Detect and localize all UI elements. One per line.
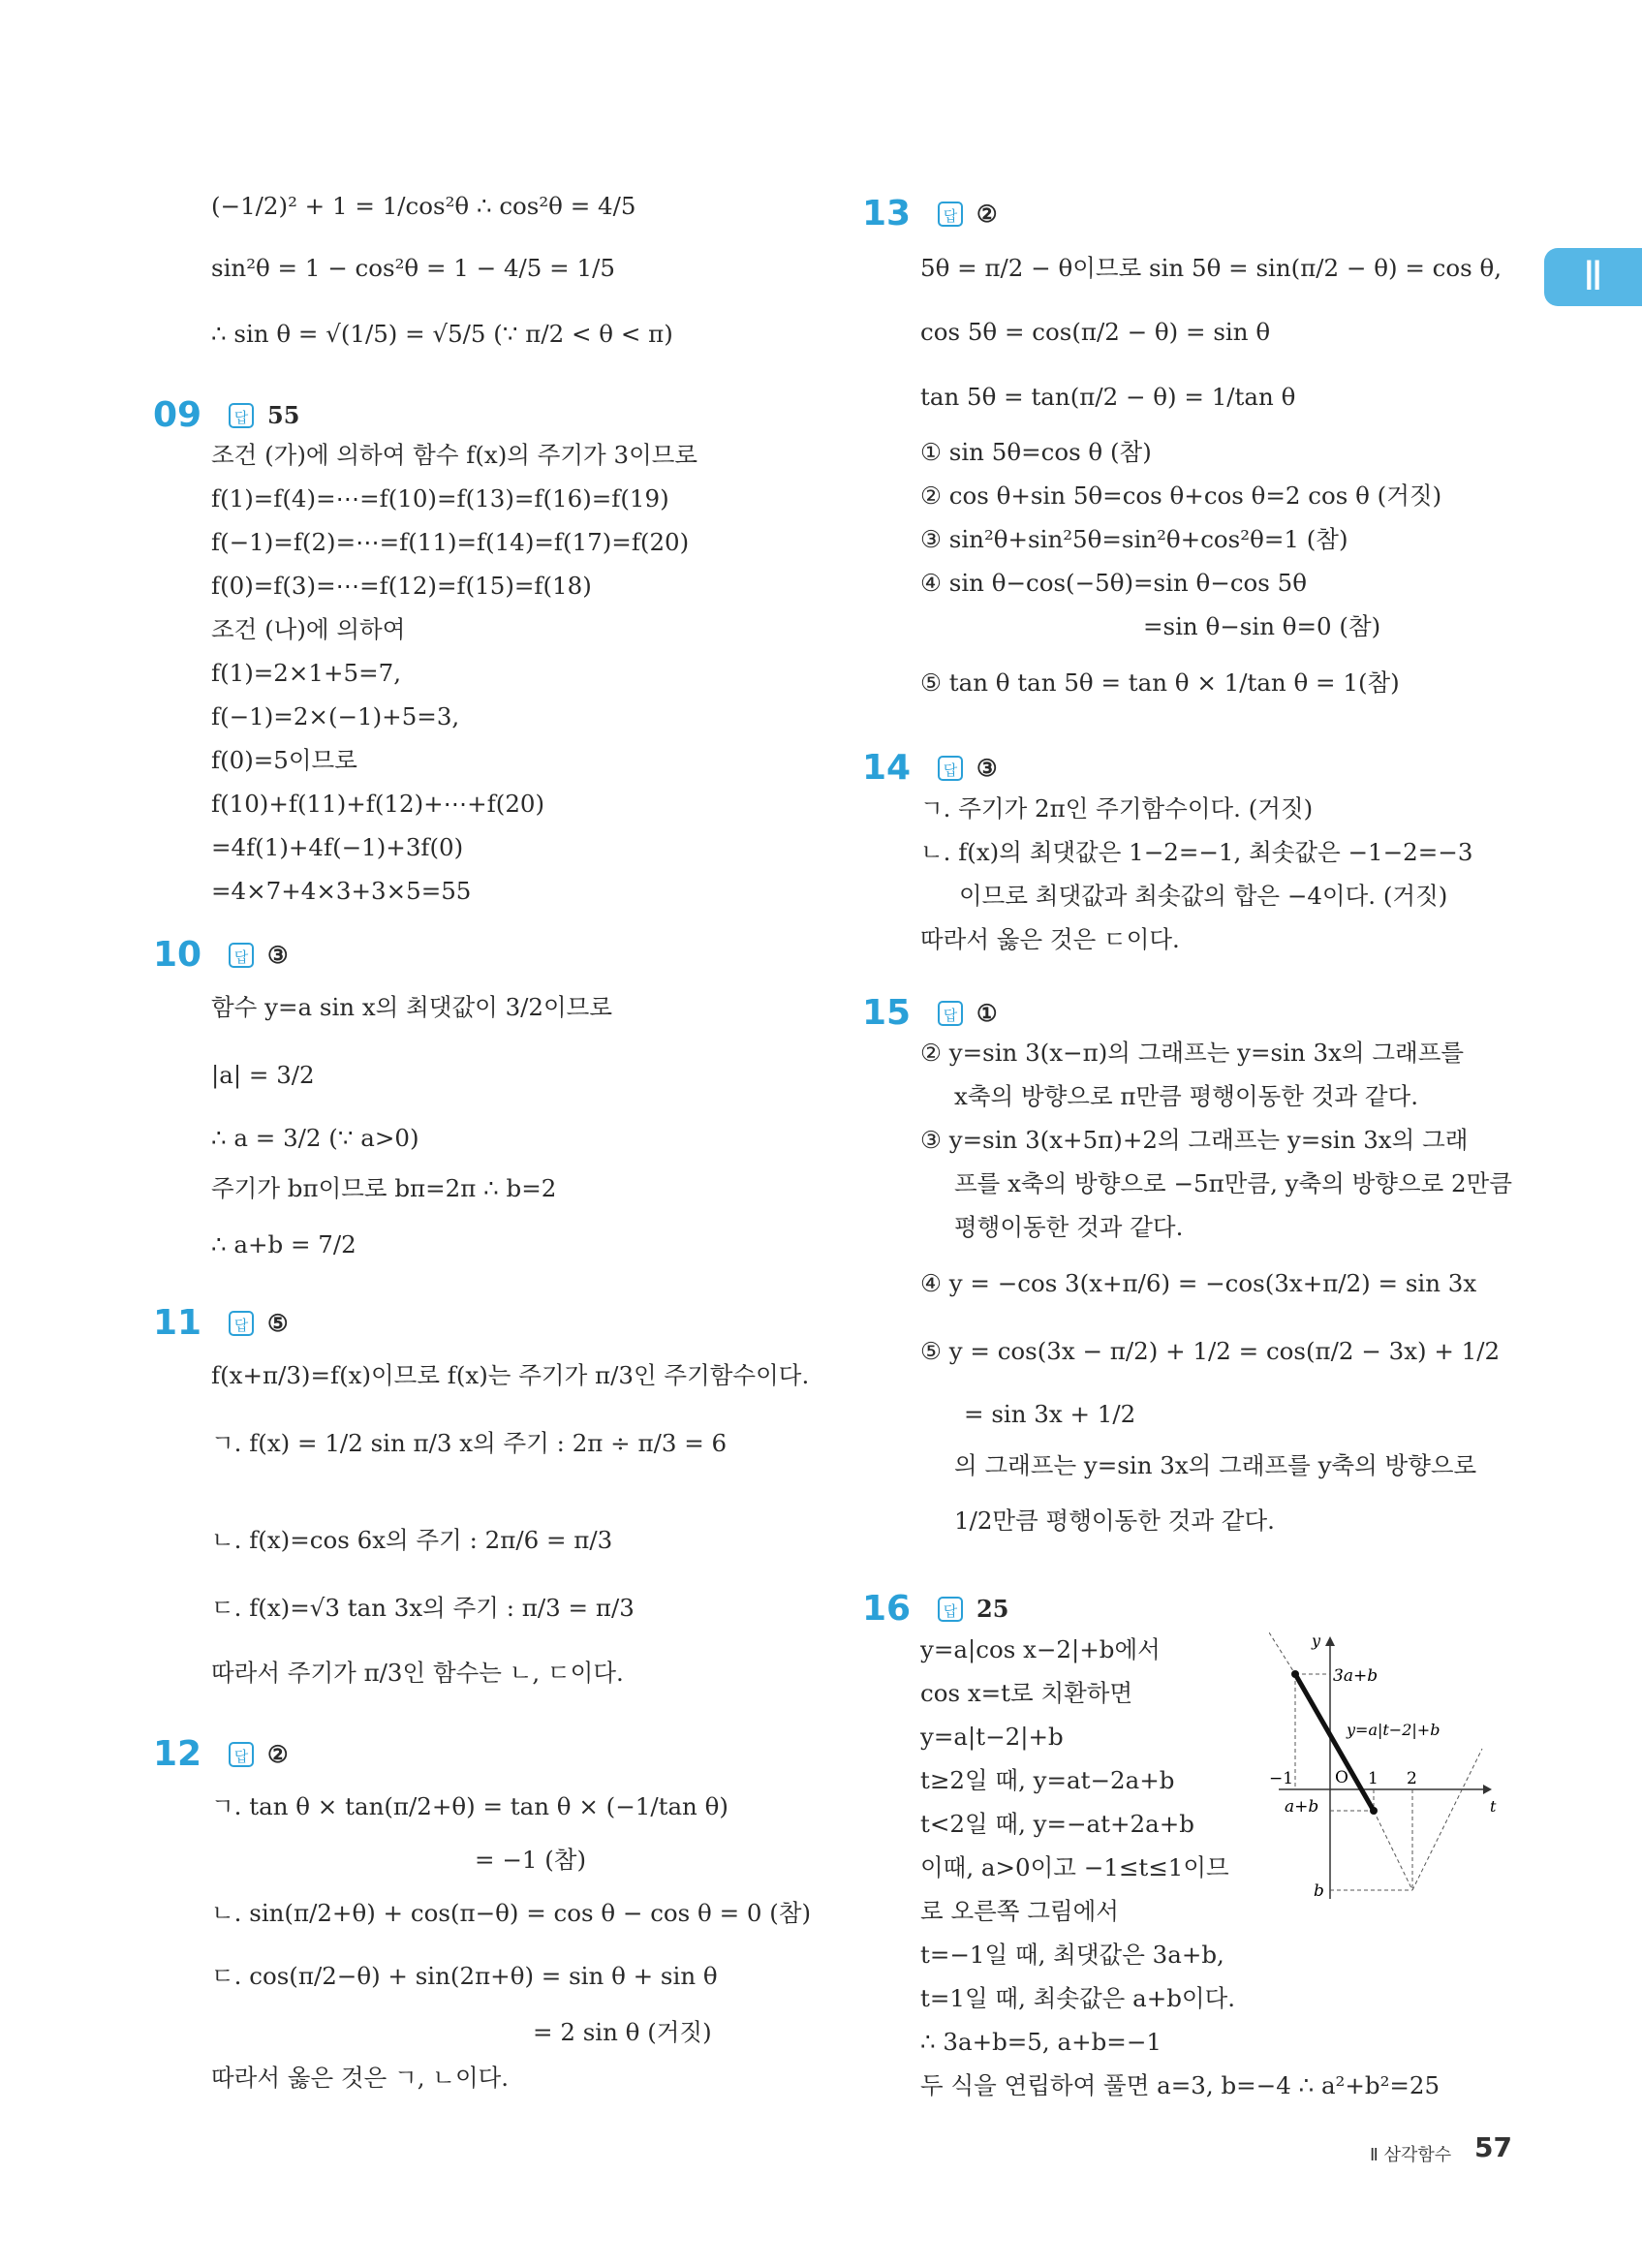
q16-header	[862, 1589, 1008, 1629]
answer-value: ⑤	[267, 1309, 289, 1337]
q16-graph	[1269, 1632, 1502, 1909]
q10-line: ∴ a = 3/2 (∵ a>0)	[211, 1124, 419, 1152]
q14-line: ㄴ. f(x)의 최댓값은 1−2=−1, 최솟값은 −1−2=−3	[920, 838, 1473, 866]
answer-badge: 답	[229, 1311, 254, 1336]
answer-value: ③	[267, 941, 289, 969]
q15-line: ③ y=sin 3(x+5π)+2의 그래프는 y=sin 3x의 그래	[920, 1126, 1469, 1154]
t-label: t	[1490, 1797, 1497, 1816]
q16-line: t=−1일 때, 최댓값은 3a+b,	[920, 1941, 1224, 1969]
q12-line: ㄷ. cos(π/2−θ) + sin(2π+θ) = sin θ + sin θ	[211, 1962, 718, 1990]
graph-domain-segment	[1295, 1674, 1374, 1811]
q08-line-3: ∴ sin θ = √(1/5) = √5/5 (∵ π/2 < θ < π)	[211, 320, 673, 348]
question-number: 13	[862, 194, 912, 233]
q11-line: f(x+π/3)=f(x)이므로 f(x)는 주기가 π/3인 주기함수이다.	[211, 1361, 810, 1389]
graph-left-ext	[1269, 1632, 1295, 1674]
q11-line: ㄷ. f(x)=√3 tan 3x의 주기 : π/3 = π/3	[211, 1594, 635, 1622]
q13-header	[862, 194, 998, 233]
q16-line: cos x=t로 치환하면	[920, 1679, 1133, 1707]
q13-line: 5θ = π/2 − θ이므로 sin 5θ = sin(π/2 − θ) = cos θ,	[920, 254, 1503, 282]
answer-badge: 답	[938, 1597, 963, 1622]
y-axis-arrow-icon	[1325, 1636, 1335, 1646]
q09-line: f(1)=2×1+5=7,	[211, 659, 402, 687]
q15-line: = sin 3x + 1/2	[964, 1400, 1136, 1428]
q15-line: x축의 방향으로 π만큼 평행이동한 것과 같다.	[954, 1082, 1418, 1110]
q15-line: ⑤ y = cos(3x − π/2) + 1/2 = cos(π/2 − 3x) + 1/2	[920, 1337, 1501, 1365]
q10-line: 함수 y=a sin x의 최댓값이 3/2이므로	[211, 993, 613, 1021]
q10-line: ∴ a+b = 7/2	[211, 1230, 356, 1258]
answer-value: ①	[976, 999, 998, 1027]
chapter-tab: Ⅱ	[1544, 248, 1642, 306]
q15-line: 1/2만큼 평행이동한 것과 같다.	[954, 1507, 1275, 1535]
q13-line: ⑤ tan θ tan 5θ = tan θ × 1/tan θ = 1(참)	[920, 668, 1400, 697]
q15-line: 프를 x축의 방향으로 −5π만큼, y축의 방향으로 2만큼	[954, 1169, 1512, 1197]
q13-line: cos 5θ = cos(π/2 − θ) = sin θ	[920, 318, 1271, 346]
label-func: y=a|t−2|+b	[1347, 1721, 1441, 1739]
q09-line: 조건 (나)에 의하여	[211, 615, 406, 643]
q09-line: f(1)=f(4)=⋯=f(10)=f(13)=f(16)=f(19)	[211, 484, 669, 513]
answer-badge: 답	[938, 756, 963, 781]
label-min: a+b	[1285, 1797, 1319, 1817]
q09-line: f(0)=5이므로	[211, 746, 357, 774]
q13-line: ③ sin²θ+sin²5θ=sin²θ+cos²θ=1 (참)	[920, 525, 1348, 553]
answer-badge: 답	[938, 202, 963, 227]
q14-header	[862, 748, 998, 788]
q16-line: ∴ 3a+b=5, a+b=−1	[920, 2028, 1162, 2056]
q10-line: |a| = 3/2	[211, 1061, 315, 1089]
question-number: 10	[153, 935, 202, 975]
q12-line: = −1 (참)	[475, 1846, 587, 1874]
t-axis-arrow-icon	[1483, 1785, 1492, 1794]
q16-line: y=a|t−2|+b	[920, 1723, 1064, 1751]
q16-line: 두 식을 연립하여 풀면 a=3, b=−4 ∴ a²+b²=25	[920, 2071, 1441, 2099]
answer-badge: 답	[229, 943, 254, 968]
q15-line: 평행이동한 것과 같다.	[954, 1213, 1184, 1241]
q13-line: ① sin 5θ=cos θ (참)	[920, 438, 1152, 466]
q10-header	[153, 935, 289, 975]
graph-mid	[1374, 1811, 1412, 1890]
answer-value: 55	[267, 401, 300, 429]
q11-line: 따라서 주기가 π/3인 함수는 ㄴ, ㄷ이다.	[211, 1659, 624, 1687]
q09-line: f(10)+f(11)+f(12)+⋯+f(20)	[211, 790, 545, 818]
q15-line: ② y=sin 3(x−π)의 그래프는 y=sin 3x의 그래프를	[920, 1039, 1465, 1067]
q16-line: t≥2일 때, y=at−2a+b	[920, 1766, 1175, 1794]
q11-header	[153, 1303, 289, 1343]
chapter-footer: Ⅱ 삼각함수	[1370, 2145, 1452, 2165]
q11-line: ㄴ. f(x)=cos 6x의 주기 : 2π/6 = π/3	[211, 1526, 613, 1554]
q12-header	[153, 1734, 289, 1774]
q15-header	[862, 993, 998, 1033]
q09-line: f(−1)=f(2)=⋯=f(11)=f(14)=f(17)=f(20)	[211, 528, 690, 556]
q09-header	[153, 395, 299, 435]
q15-line: ④ y = −cos 3(x+π/6) = −cos(3x+π/2) = sin 3x	[920, 1269, 1477, 1297]
tick-2: 2	[1407, 1769, 1417, 1788]
q09-line: =4×7+4×3+3×5=55	[211, 877, 472, 905]
graph-right	[1412, 1749, 1482, 1890]
q08-line-2: sin²θ = 1 − cos²θ = 1 − 4/5 = 1/5	[211, 254, 615, 282]
answer-value: ②	[976, 200, 998, 228]
q16-line: 이때, a>0이고 −1≤t≤1이므	[920, 1853, 1229, 1881]
q16-line: t<2일 때, y=−at+2a+b	[920, 1810, 1194, 1838]
tick-neg1: −1	[1269, 1769, 1294, 1788]
q16-line: 로 오른쪽 그림에서	[920, 1897, 1119, 1925]
q14-line: 따라서 옳은 것은 ㄷ이다.	[920, 925, 1180, 953]
question-number: 15	[862, 993, 912, 1033]
question-number: 09	[153, 395, 202, 435]
answer-badge: 답	[229, 1742, 254, 1767]
question-number: 14	[862, 748, 912, 788]
q16-line: t=1일 때, 최솟값은 a+b이다.	[920, 1984, 1236, 2012]
q09-line: 조건 (가)에 의하여 함수 f(x)의 주기가 3이므로	[211, 441, 698, 469]
q12-line: ㄴ. sin(π/2+θ) + cos(π−θ) = cos θ − cos θ = 0 (참)	[211, 1899, 812, 1927]
q15-line: 의 그래프는 y=sin 3x의 그래프를 y축의 방향으로	[954, 1451, 1477, 1479]
min-point	[1370, 1807, 1378, 1815]
question-number: 11	[153, 1303, 202, 1343]
q14-line: ㄱ. 주기가 2π인 주기함수이다. (거짓)	[920, 794, 1314, 823]
q12-line: = 2 sin θ (거짓)	[533, 2018, 712, 2046]
q12-line: ㄱ. tan θ × tan(π/2+θ) = tan θ × (−1/tan θ)	[211, 1792, 728, 1820]
q13-line: tan 5θ = tan(π/2 − θ) = 1/tan θ	[920, 383, 1296, 411]
y-label: y	[1312, 1632, 1321, 1650]
page-number: 57	[1474, 2131, 1512, 2163]
q13-line: ② cos θ+sin 5θ=cos θ+cos θ=2 cos θ (거짓)	[920, 482, 1442, 510]
tick-1: 1	[1368, 1769, 1379, 1788]
question-number: 12	[153, 1734, 202, 1774]
answer-value: 25	[976, 1595, 1009, 1623]
label-b: b	[1314, 1881, 1324, 1901]
q11-line: ㄱ. f(x) = 1/2 sin π/3 x의 주기 : 2π ÷ π/3 = 6	[211, 1429, 728, 1457]
q08-line-1: (−1/2)² + 1 = 1/cos²θ ∴ cos²θ = 4/5	[211, 192, 636, 220]
q10-line: 주기가 bπ이므로 bπ=2π ∴ b=2	[211, 1174, 557, 1202]
q14-line: 이므로 최댓값과 최솟값의 합은 −4이다. (거짓)	[959, 882, 1448, 910]
answer-value: ②	[267, 1740, 289, 1768]
max-point	[1291, 1670, 1299, 1678]
label-max: 3a+b	[1333, 1666, 1379, 1686]
q09-line: f(−1)=2×(−1)+5=3,	[211, 702, 460, 730]
origin-label: O	[1335, 1768, 1348, 1787]
q13-line: =sin θ−sin θ=0 (참)	[1143, 612, 1381, 640]
answer-badge: 답	[229, 403, 254, 428]
q16-line: y=a|cos x−2|+b에서	[920, 1635, 1161, 1663]
q09-line: f(0)=f(3)=⋯=f(12)=f(15)=f(18)	[211, 572, 592, 600]
answer-badge: 답	[938, 1001, 963, 1026]
q09-line: =4f(1)+4f(−1)+3f(0)	[211, 833, 464, 861]
q13-line: ④ sin θ−cos(−5θ)=sin θ−cos 5θ	[920, 569, 1307, 597]
answer-value: ③	[976, 754, 998, 782]
question-number: 16	[862, 1589, 912, 1629]
q12-line: 따라서 옳은 것은 ㄱ, ㄴ이다.	[211, 2064, 510, 2092]
